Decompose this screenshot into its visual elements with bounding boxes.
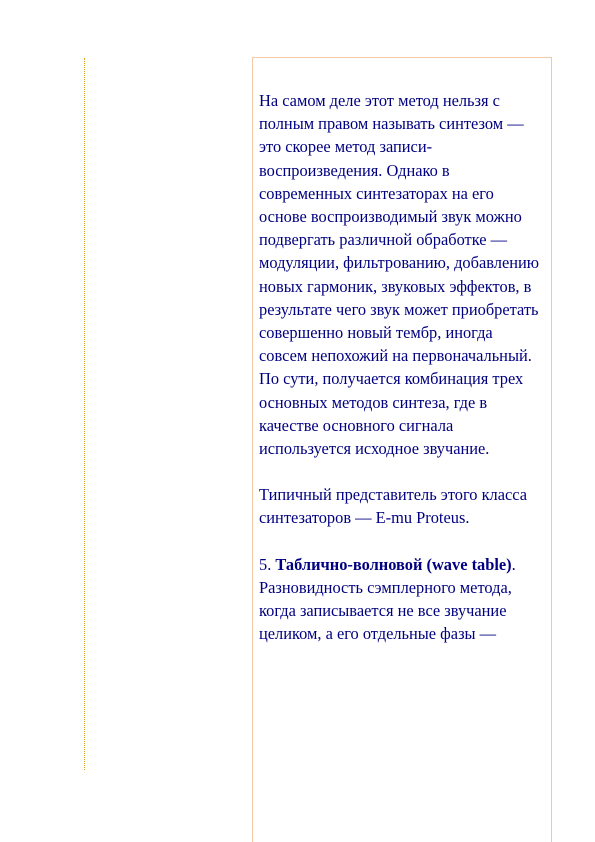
section-5-number: 5.	[259, 554, 272, 574]
section-5-heading-period: .	[511, 554, 516, 574]
paragraph-typical-representative: Типичный представитель этого класса синтезаторов — E-mu Proteus.	[259, 485, 528, 528]
section-5-heading: Таблично-волновой (wave table)	[275, 554, 512, 574]
section-5-wave-table	[259, 553, 545, 646]
left-margin-rule	[84, 58, 85, 770]
text-frame	[252, 57, 552, 842]
section-5-body: Разновидность сэмплерного метода, когда записывается не все звучание целиком, а его отдельные фазы —	[259, 577, 512, 644]
paragraph-sampler-method: На самом деле этот метод нельзя с полным правом называть синтезом — это скорее метод записи-воспроизведения. Однако в современных синтезаторах на его основе воспроизводимый звук можно подвергать различной обработке — модуляции, фильтрованию, добавлению новых гармоник, звуковых эффектов, в результате чего звук может приобретать совершенно новый тембр, иногда совсем непохожий на первоначальный. По сути, получается комбинация трех основных методов синтеза, где в качестве основного сигнала используется исходное звучание.	[259, 91, 540, 459]
